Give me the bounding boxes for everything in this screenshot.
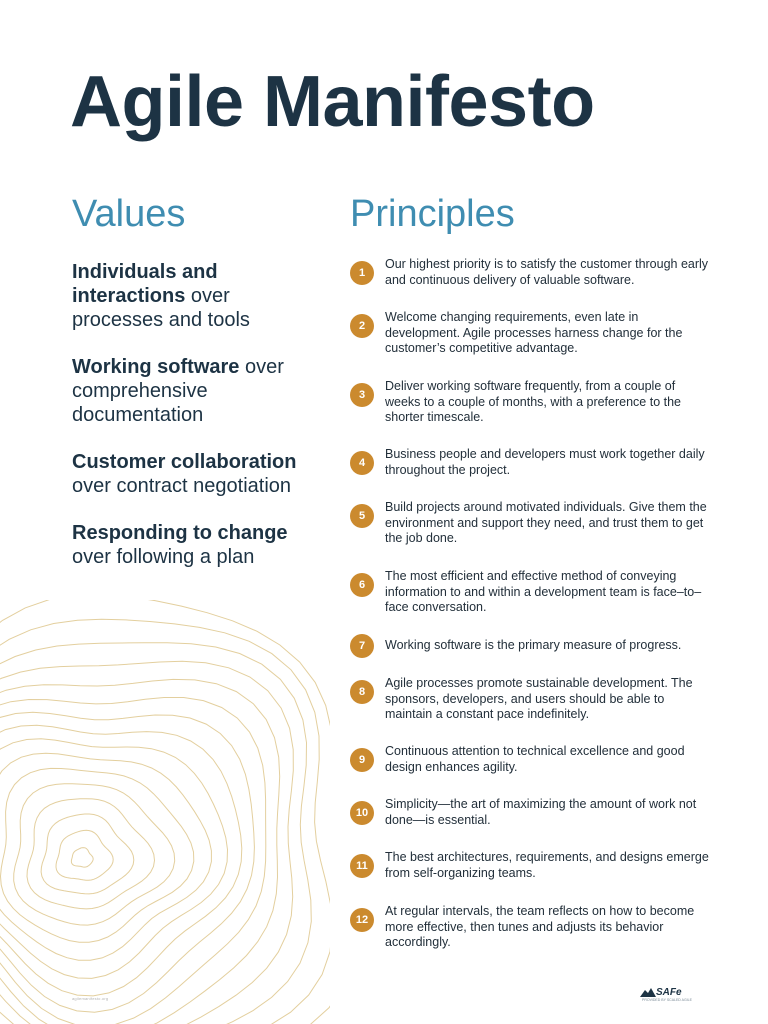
principle-number-badge: 12 [350, 908, 374, 932]
footer-source-text: agilemanifesto.org [72, 996, 109, 1001]
contour-line [1, 768, 194, 942]
contour-line [0, 753, 211, 960]
value-strong-text: Customer collaboration [72, 451, 297, 473]
principle-text: Build projects around motivated individuals. Give them the environment and support they need, and trust them to get the job done. [385, 500, 707, 545]
principle-text: Working software is the primary measure of progress. [385, 638, 682, 652]
contour-line [0, 600, 330, 1024]
contour-line [14, 784, 175, 925]
principle-number-badge: 8 [350, 680, 374, 704]
contour-lines-decoration [0, 600, 330, 1024]
value-light-text: over processes and tools [72, 285, 250, 331]
principle-number-badge: 11 [350, 854, 374, 878]
value-light-text: over comprehensive documentation [72, 356, 284, 426]
value-item [72, 521, 322, 569]
safe-logo [640, 986, 696, 1004]
contour-line [27, 799, 155, 909]
principle-text: Deliver working software frequently, from a couple of weeks to a couple of months, with a preference to the shorter timescale. [385, 379, 682, 424]
contour-line [56, 830, 113, 880]
principle-text: Continuous attention to technical excellence and good design enhances agility. [385, 744, 685, 774]
value-strong-text: Responding to change [72, 522, 288, 544]
contour-line [0, 661, 293, 1024]
contour-line [71, 848, 93, 868]
values-heading: Values [72, 193, 186, 235]
principle-number-badge: 3 [350, 383, 374, 407]
contour-line [0, 698, 266, 1024]
contour-line [41, 814, 134, 894]
principle-number-badge: 10 [350, 801, 374, 825]
value-item [72, 260, 322, 332]
contour-line [0, 725, 242, 996]
value-item [72, 450, 322, 498]
principle-number-badge: 6 [350, 573, 374, 597]
value-strong-text: Individuals and interactions [72, 261, 218, 307]
principle-text: Agile processes promote sustainable development. The sponsors, developers, and users should be able to maintain a constant pace indefinitely. [385, 676, 693, 721]
contour-line [0, 619, 330, 1024]
principle-text: Welcome changing requirements, even late in development. Agile processes harness change for the customer’s competitive advantage. [385, 310, 683, 355]
value-light-text: over following a plan [72, 546, 255, 568]
principle-number-badge: 1 [350, 261, 374, 285]
values-list [72, 260, 322, 592]
principle-number-badge: 4 [350, 451, 374, 475]
contour-line [0, 739, 228, 979]
principle-number-badge: 7 [350, 634, 374, 658]
page-title: Agile Manifesto [70, 62, 595, 142]
mountain-icon [640, 987, 656, 997]
principle-text: At regular intervals, the team reflects on how to become more effective, then tunes and adjusts its behavior accordingly. [385, 904, 695, 949]
contour-line [0, 643, 311, 1024]
principle-text: Simplicity—the art of maximizing the amount of work not done—is essential. [385, 797, 697, 827]
principle-text: Our highest priority is to satisfy the customer through early and continuous delivery of valuable software. [385, 257, 709, 287]
value-light-text: over contract negotiation [72, 475, 292, 497]
principle-number-badge: 2 [350, 314, 374, 338]
principle-text: The best architectures, requirements, and designs emerge from self-organizing teams. [385, 850, 709, 880]
contour-line [0, 712, 254, 1012]
safe-logo-subtext: PROVIDED BY SCALED AGILE [642, 998, 692, 1002]
principle-number-badge: 9 [350, 748, 374, 772]
principle-text: The most efficient and effective method of conveying information to and within a development team is face–to–face conversation. [385, 569, 702, 614]
principle-text: Business people and developers must work together daily throughout the project. [385, 447, 705, 477]
contour-line [0, 679, 280, 1024]
value-strong-text: Working software [72, 356, 240, 378]
safe-logo-text: SAFe [656, 987, 682, 998]
principles-heading: Principles [350, 193, 515, 235]
principle-number-badge: 5 [350, 504, 374, 528]
value-item [72, 355, 322, 427]
